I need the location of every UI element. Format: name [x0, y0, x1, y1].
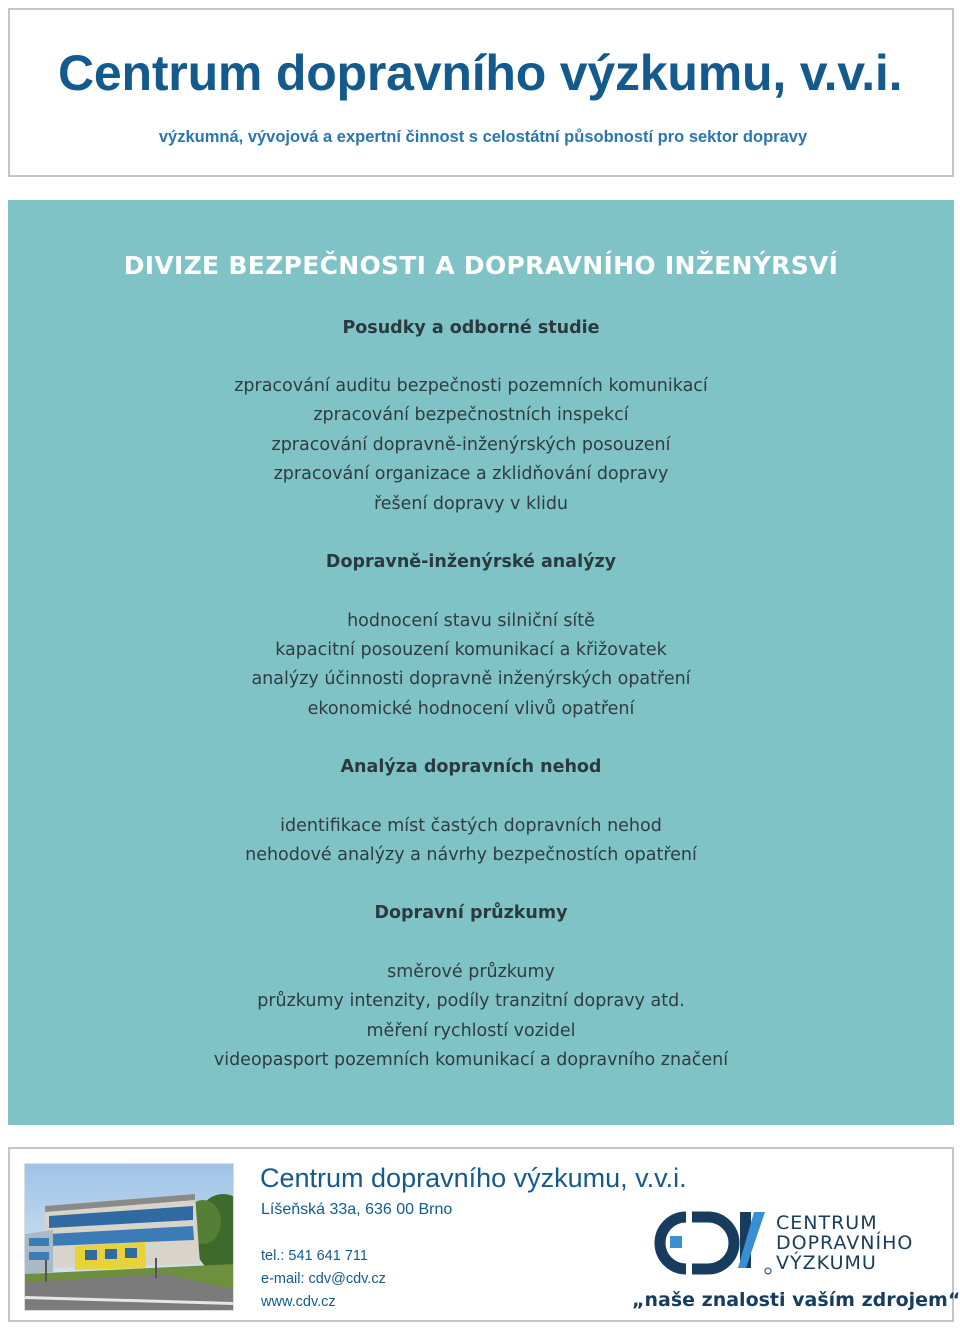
section-heading: Dopravně-inženýrské analýzy	[325, 552, 617, 572]
page-title: Centrum dopravního výzkumu, v.v.i.	[58, 45, 903, 101]
list-item: zpracování bezpečnostních inspekcí	[313, 405, 629, 425]
list-item: videopasport pozemních komunikací a dopravního značení	[213, 1050, 729, 1070]
list-item: hodnocení stavu silniční sítě	[347, 611, 595, 631]
division-panel	[8, 200, 954, 1125]
email-link[interactable]: e-mail: cdv@cdv.cz	[261, 1271, 386, 1287]
logo-line: VÝZKUMU	[776, 1252, 877, 1274]
logo-line: DOPRAVNÍHO	[776, 1232, 914, 1254]
logo-text	[776, 1213, 913, 1273]
website-link[interactable]: www.cdv.cz	[261, 1294, 336, 1310]
list-item: průzkumy intenzity, podíly tranzitní dopravy atd.	[257, 991, 685, 1011]
footer-title: Centrum dopravního výzkumu, v.v.i.	[260, 1163, 687, 1193]
section-heading: Dopravní průzkumy	[374, 903, 568, 923]
list-item: analýzy účinnosti dopravně inženýrských opatření	[251, 669, 691, 689]
list-item: zpracování auditu bezpečnosti pozemních komunikací	[234, 376, 708, 396]
footer-box	[8, 1147, 960, 1322]
list-item: nehodové analýzy a návrhy bezpečnostích opatření	[245, 845, 697, 865]
cdv-logo-icon	[646, 1211, 772, 1282]
list-item: měření rychlostí vozidel	[366, 1021, 576, 1041]
section-heading: Analýza dopravních nehod	[340, 757, 602, 777]
list-item: identifikace míst častých dopravních nehod	[280, 816, 662, 836]
footer-address: Líšeňská 33a, 636 00 Brno	[261, 1201, 453, 1218]
list-item: kapacitní posouzení komunikací a křižovatek	[275, 640, 667, 660]
division-title: DIVIZE BEZPEČNOSTI A DOPRAVNÍHO INŽENÝRSVÍ	[123, 251, 839, 280]
slogan: „naše znalosti vaším zdrojem“	[632, 1289, 960, 1311]
section-heading: Posudky a odborné studie	[342, 318, 600, 338]
phone-number: tel.: 541 641 711	[261, 1248, 368, 1264]
building-photo	[24, 1163, 234, 1311]
header-box	[8, 8, 954, 177]
list-item: řešení dopravy v klidu	[373, 494, 569, 514]
page-subtitle: výzkumná, vývojová a expertní činnost s celostátní působností pro sektor dopravy	[158, 128, 808, 146]
logo-line: CENTRUM	[776, 1212, 878, 1234]
list-item: zpracování dopravně-inženýrských posouzení	[271, 435, 671, 455]
list-item: ekonomické hodnocení vlivů opatření	[307, 699, 635, 719]
list-item: zpracování organizace a zklidňování dopravy	[273, 464, 669, 484]
list-item: směrové průzkumy	[387, 962, 555, 982]
